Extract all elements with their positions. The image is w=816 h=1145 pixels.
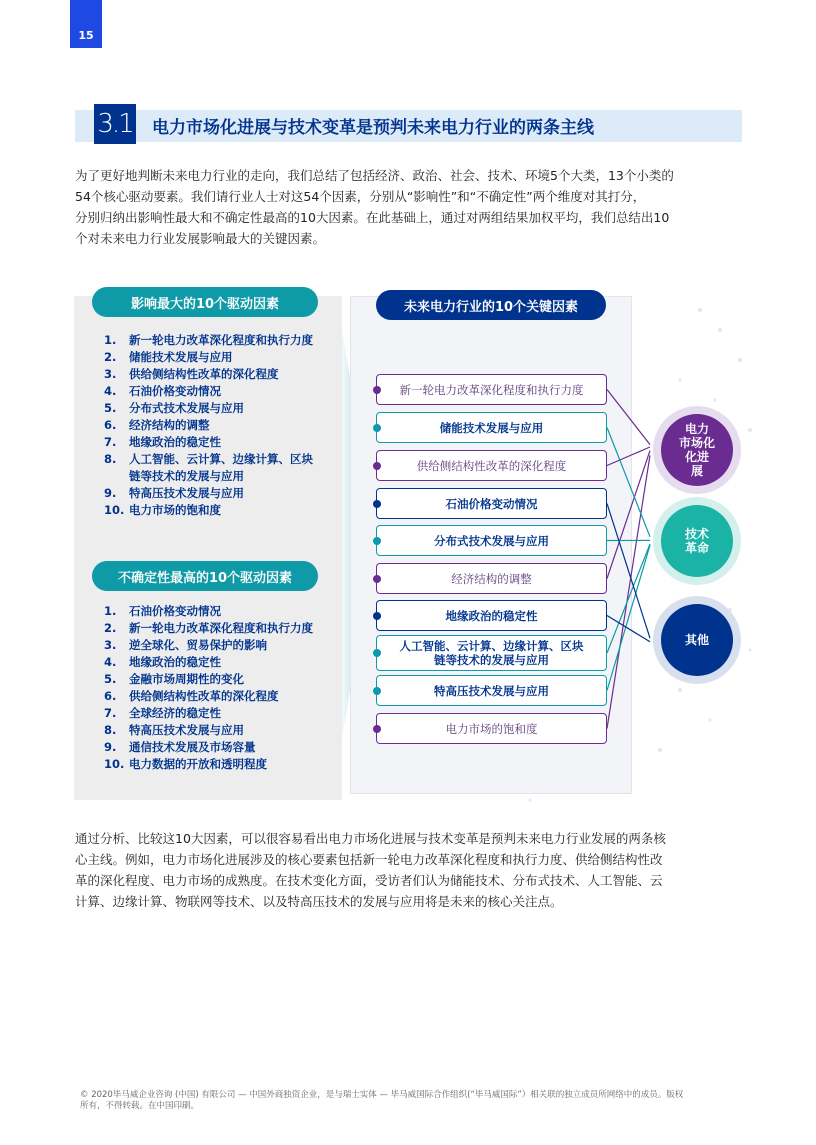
list-item: 7. 全球经济的稳定性 [104,706,221,720]
list-item: 5. 分布式技术发展与应用 [104,401,244,415]
key-factor-label: 地缘政治的稳定性 [445,608,538,623]
connector-line [607,428,650,537]
intro-line: 个对未来电力行业发展影响最大的关键因素。 [75,231,326,246]
list-item: 7. 地缘政治的稳定性 [104,435,221,449]
list-item: 8. 特高压技术发展与应用 [104,723,244,737]
key-factors-title: 未来电力行业的10个关键因素 [376,290,606,320]
page-number-text: 15 [78,29,94,42]
conclusion-line: 计算、边缘计算、物联网等技术、以及特高压技术的发展与应用将是未来的核心关注点。 [75,894,563,909]
intro-line: 54个核心驱动要素。我们请行业人士对这54个因素，分别从“影响性”和“不确定性”两个维度对其打分， [75,189,646,204]
list-item: 4. 石油价格变动情况 [104,384,221,398]
list-item: 6. 经济结构的调整 [104,418,210,432]
list-item: 2. 新一轮电力改革深化程度和执行力度 [104,621,313,635]
intro-line: 为了更好地判断未来电力行业的走向，我们总结了包括经济、政治、社会、技术、环境5个大类，13个小类的 [75,168,674,183]
footer-line: 所有，不得转载。在中国印刷。 [80,1101,200,1111]
list-item: 6. 供给侧结构性改革的深化程度 [104,689,279,703]
intro-line: 分别归纳出影响性最大和不确定性最高的10大因素。在此基础上，通过对两组结果加权平均，我们总结出10 [75,210,670,225]
key-factor-label: 特高压技术发展与应用 [434,683,549,698]
key-factor-label: 人工智能、云计算、边缘计算、区块 链等技术的发展与应用 [399,639,584,667]
list-item: 链等技术的发展与应用 [129,469,244,483]
list-item: 3. 逆全球化、贸易保护的影响 [104,638,267,652]
top-drivers-title: 影响最大的10个驱动因素 [92,287,318,317]
outcome-circle-ring [653,596,741,684]
conclusion-line: 通过分析、比较这10大因素，可以很容易看出电力市场化进展与技术变革是预判未来电力行业发展的两条核 [75,831,666,846]
key-factor-label: 新一轮电力改革深化程度和执行力度 [399,382,584,397]
section-number: 3.1 [94,104,136,144]
conclusion-line: 革的深化程度、电力市场的成熟度。在技术变化方面，受访者们认为储能技术、分布式技术、人工智能、云 [75,873,663,888]
outcome-circle-ring [653,497,741,585]
key-factor-label: 电力市场的饱和度 [445,721,538,736]
copyright-footer [80,1090,740,1112]
connector-line [607,455,650,728]
list-item: 1. 新一轮电力改革深化程度和执行力度 [104,333,313,347]
list-item: 2. 储能技术发展与应用 [104,350,233,364]
key-factor-label: 石油价格变动情况 [445,496,538,511]
connector-line [607,447,650,466]
outcome-circle-ring [653,406,741,494]
list-item: 1. 石油价格变动情况 [104,604,221,618]
list-item: 9. 特高压技术发展与应用 [104,486,244,500]
key-factor-label: 供给侧结构性改革的深化程度 [416,458,567,473]
outcome-circle [661,505,733,577]
outcome-circle [661,604,733,676]
outcome-label: 其他 [684,633,709,647]
list-item: 5. 金融市场周期性的变化 [104,672,244,686]
conclusion-paragraph [75,828,745,912]
list-item: 10. 电力市场的饱和度 [104,503,221,517]
outcome-label: 技术 革命 [684,527,709,555]
section-title: 电力市场化进展与技术变革是预判未来电力行业的两条主线 [152,118,594,138]
list-item: 3. 供给侧结构性改革的深化程度 [104,367,279,381]
key-factor-label: 储能技术发展与应用 [439,420,544,435]
list-item: 9. 通信技术发展及市场容量 [104,740,256,754]
list-item: 4. 地缘政治的稳定性 [104,655,221,669]
key-factor-label: 经济结构的调整 [451,571,532,586]
list-item: 8. 人工智能、云计算、边缘计算、区块 [104,452,313,466]
conclusion-line: 心主线。例如，电力市场化进展涉及的核心要素包括新一轮电力改革深化程度和执行力度、供给侧结构性改 [75,852,663,867]
outcome-circle [661,414,733,486]
key-factor-label: 分布式技术发展与应用 [434,533,549,548]
uncertain-drivers-title: 不确定性最高的10个驱动因素 [92,561,318,591]
list-item: 10. 电力数据的开放和透明程度 [104,757,267,771]
outcome-label: 电力 市场化 化进 展 [678,422,715,478]
connector-line [607,390,650,445]
footer-line: © 2020毕马威企业咨询 (中国) 有限公司 — 中国外商独资企业，是与瑞士实体 — 毕马威国际合作组织(“毕马威国际”）相关联的独立成员所网络中的成员。版权 [80,1090,684,1100]
